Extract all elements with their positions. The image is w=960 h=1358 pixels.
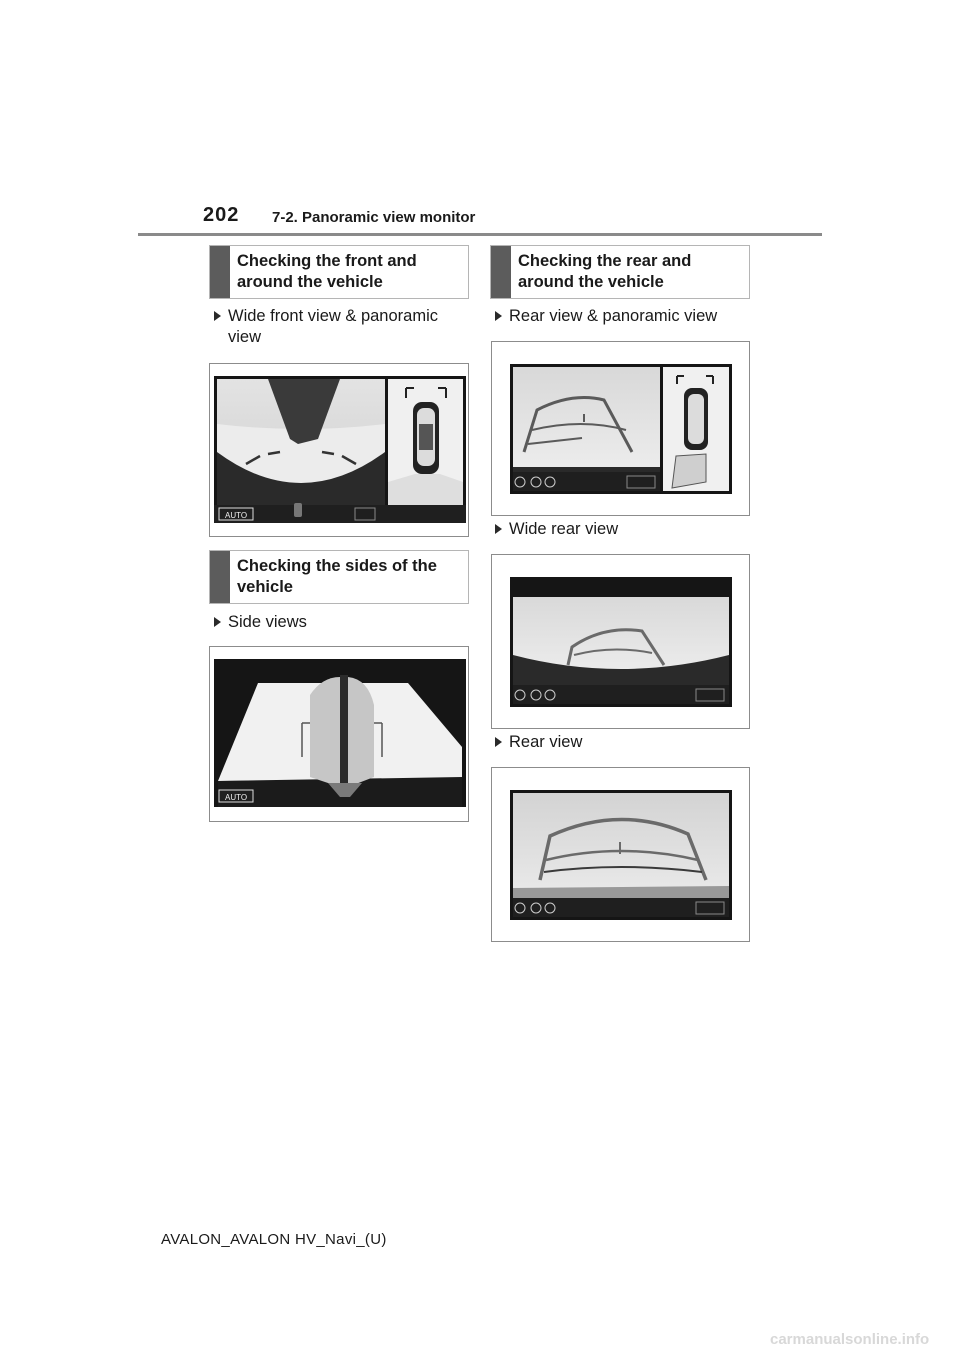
figure-side-views xyxy=(209,646,469,822)
heading-sides xyxy=(209,550,469,604)
bullet-arrow-icon xyxy=(495,737,502,747)
bullet-wide-front: Wide front view & panoramic view xyxy=(214,306,438,348)
heading-text: Checking the sides of the vehicle xyxy=(237,557,437,596)
bullet-arrow-icon xyxy=(495,311,502,321)
bullet-arrow-icon xyxy=(214,311,221,321)
auto-label: AUTO xyxy=(225,793,248,802)
heading-bar xyxy=(210,246,230,298)
header-rule xyxy=(138,233,822,236)
bullet-rear-view: Rear view xyxy=(495,732,582,753)
figure-rear-view xyxy=(491,767,750,942)
heading-rear xyxy=(490,245,750,299)
bullet-side-views: Side views xyxy=(214,612,307,633)
page-number: 202 xyxy=(203,204,240,226)
heading-front xyxy=(209,245,469,299)
figure-wide-front-panoramic xyxy=(209,363,469,537)
auto-label: AUTO xyxy=(225,511,248,520)
section-title: 7-2. Panoramic view monitor xyxy=(272,209,476,226)
heading-bar xyxy=(210,551,230,603)
heading-text: Checking the front and around the vehicle xyxy=(237,252,417,291)
bullet-arrow-icon xyxy=(214,617,221,627)
figure-rear-panoramic xyxy=(491,341,750,516)
heading-bar xyxy=(491,246,511,298)
watermark: carmanualsonline.info xyxy=(770,1331,930,1348)
page-footer: AVALON_AVALON HV_Navi_(U) xyxy=(161,1231,387,1248)
figure-wide-rear xyxy=(491,554,750,729)
bullet-wide-rear: Wide rear view xyxy=(495,519,618,540)
bullet-arrow-icon xyxy=(495,524,502,534)
heading-text: Checking the rear and around the vehicle xyxy=(518,252,692,291)
bullet-rear-panoramic: Rear view & panoramic view xyxy=(495,306,717,327)
